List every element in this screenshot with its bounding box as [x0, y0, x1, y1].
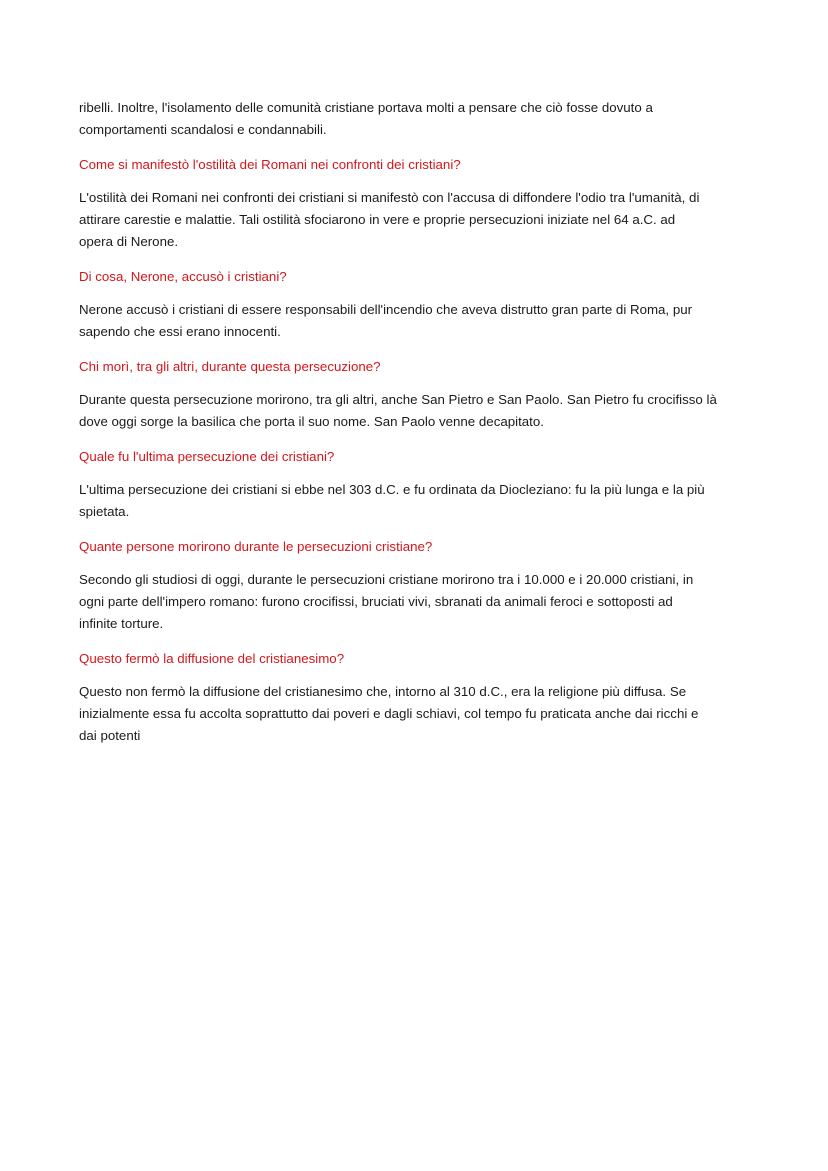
- text-line: attirare carestie e malattie. Tali ostilità sfociarono in vere e proprie persecuzioni iniziate nel 64 a.C. ad: [79, 212, 676, 227]
- question-heading: Come si manifestò l'ostilità dei Romani nei confronti dei cristiani?: [79, 157, 461, 172]
- text-line: dove oggi sorge la basilica che porta il suo nome. San Paolo venne decapitato.: [79, 414, 544, 429]
- answer-paragraph: [79, 569, 754, 635]
- text-line: Nerone accusò i cristiani di essere responsabili dell'incendio che aveva distrutto gran parte di Roma, pur: [79, 302, 693, 317]
- text-line: Durante questa persecuzione morirono, tra gli altri, anche San Pietro e San Paolo. San Pietro fu crocifisso là: [79, 392, 717, 407]
- question-heading: Quale fu l'ultima persecuzione dei cristiani?: [79, 449, 335, 464]
- text-line: ribelli. Inoltre, l'isolamento delle comunità cristiane portava molti a pensare che ciò fosse dovuto a: [79, 100, 653, 115]
- answer-paragraph: [79, 479, 754, 523]
- text-line: infinite torture.: [79, 616, 164, 631]
- answer-paragraph: [79, 187, 754, 253]
- text-line: Questo non fermò la diffusione del cristianesimo che, intorno al 310 d.C., era la religione più diffusa. Se: [79, 684, 687, 699]
- text-line: inizialmente essa fu accolta soprattutto dai poveri e dagli schiavi, col tempo fu praticata anche dai ricchi e: [79, 706, 699, 721]
- document-page: [79, 97, 754, 760]
- question-heading: Quante persone morirono durante le persecuzioni cristiane?: [79, 539, 433, 554]
- text-line: L'ostilità dei Romani nei confronti dei cristiani si manifestò con l'accusa di diffondere l'odio tra l'umanità, di: [79, 190, 700, 205]
- text-line: Secondo gli studiosi di oggi, durante le persecuzioni cristiane morirono tra i 10.000 e i 20.000 cristiani, in: [79, 572, 694, 587]
- text-line: dai potenti: [79, 728, 141, 743]
- question-heading: Chi morì, tra gli altri, durante questa persecuzione?: [79, 359, 381, 374]
- text-line: spietata.: [79, 504, 130, 519]
- answer-paragraph: [79, 299, 754, 343]
- question-heading: Di cosa, Nerone, accusò i cristiani?: [79, 269, 287, 284]
- answer-paragraph: [79, 389, 754, 433]
- text-line: ogni parte dell'impero romano: furono crocifissi, bruciati vivi, sbranati da animali feroci e sottoposti ad: [79, 594, 673, 609]
- text-line: opera di Nerone.: [79, 234, 179, 249]
- answer-paragraph: [79, 681, 754, 747]
- answer-paragraph: [79, 97, 754, 141]
- text-line: comportamenti scandalosi e condannabili.: [79, 122, 327, 137]
- text-line: L'ultima persecuzione dei cristiani si ebbe nel 303 d.C. e fu ordinata da Diocleziano: fu la più lunga e la più: [79, 482, 705, 497]
- text-line: sapendo che essi erano innocenti.: [79, 324, 281, 339]
- question-heading: Questo fermò la diffusione del cristianesimo?: [79, 651, 345, 666]
